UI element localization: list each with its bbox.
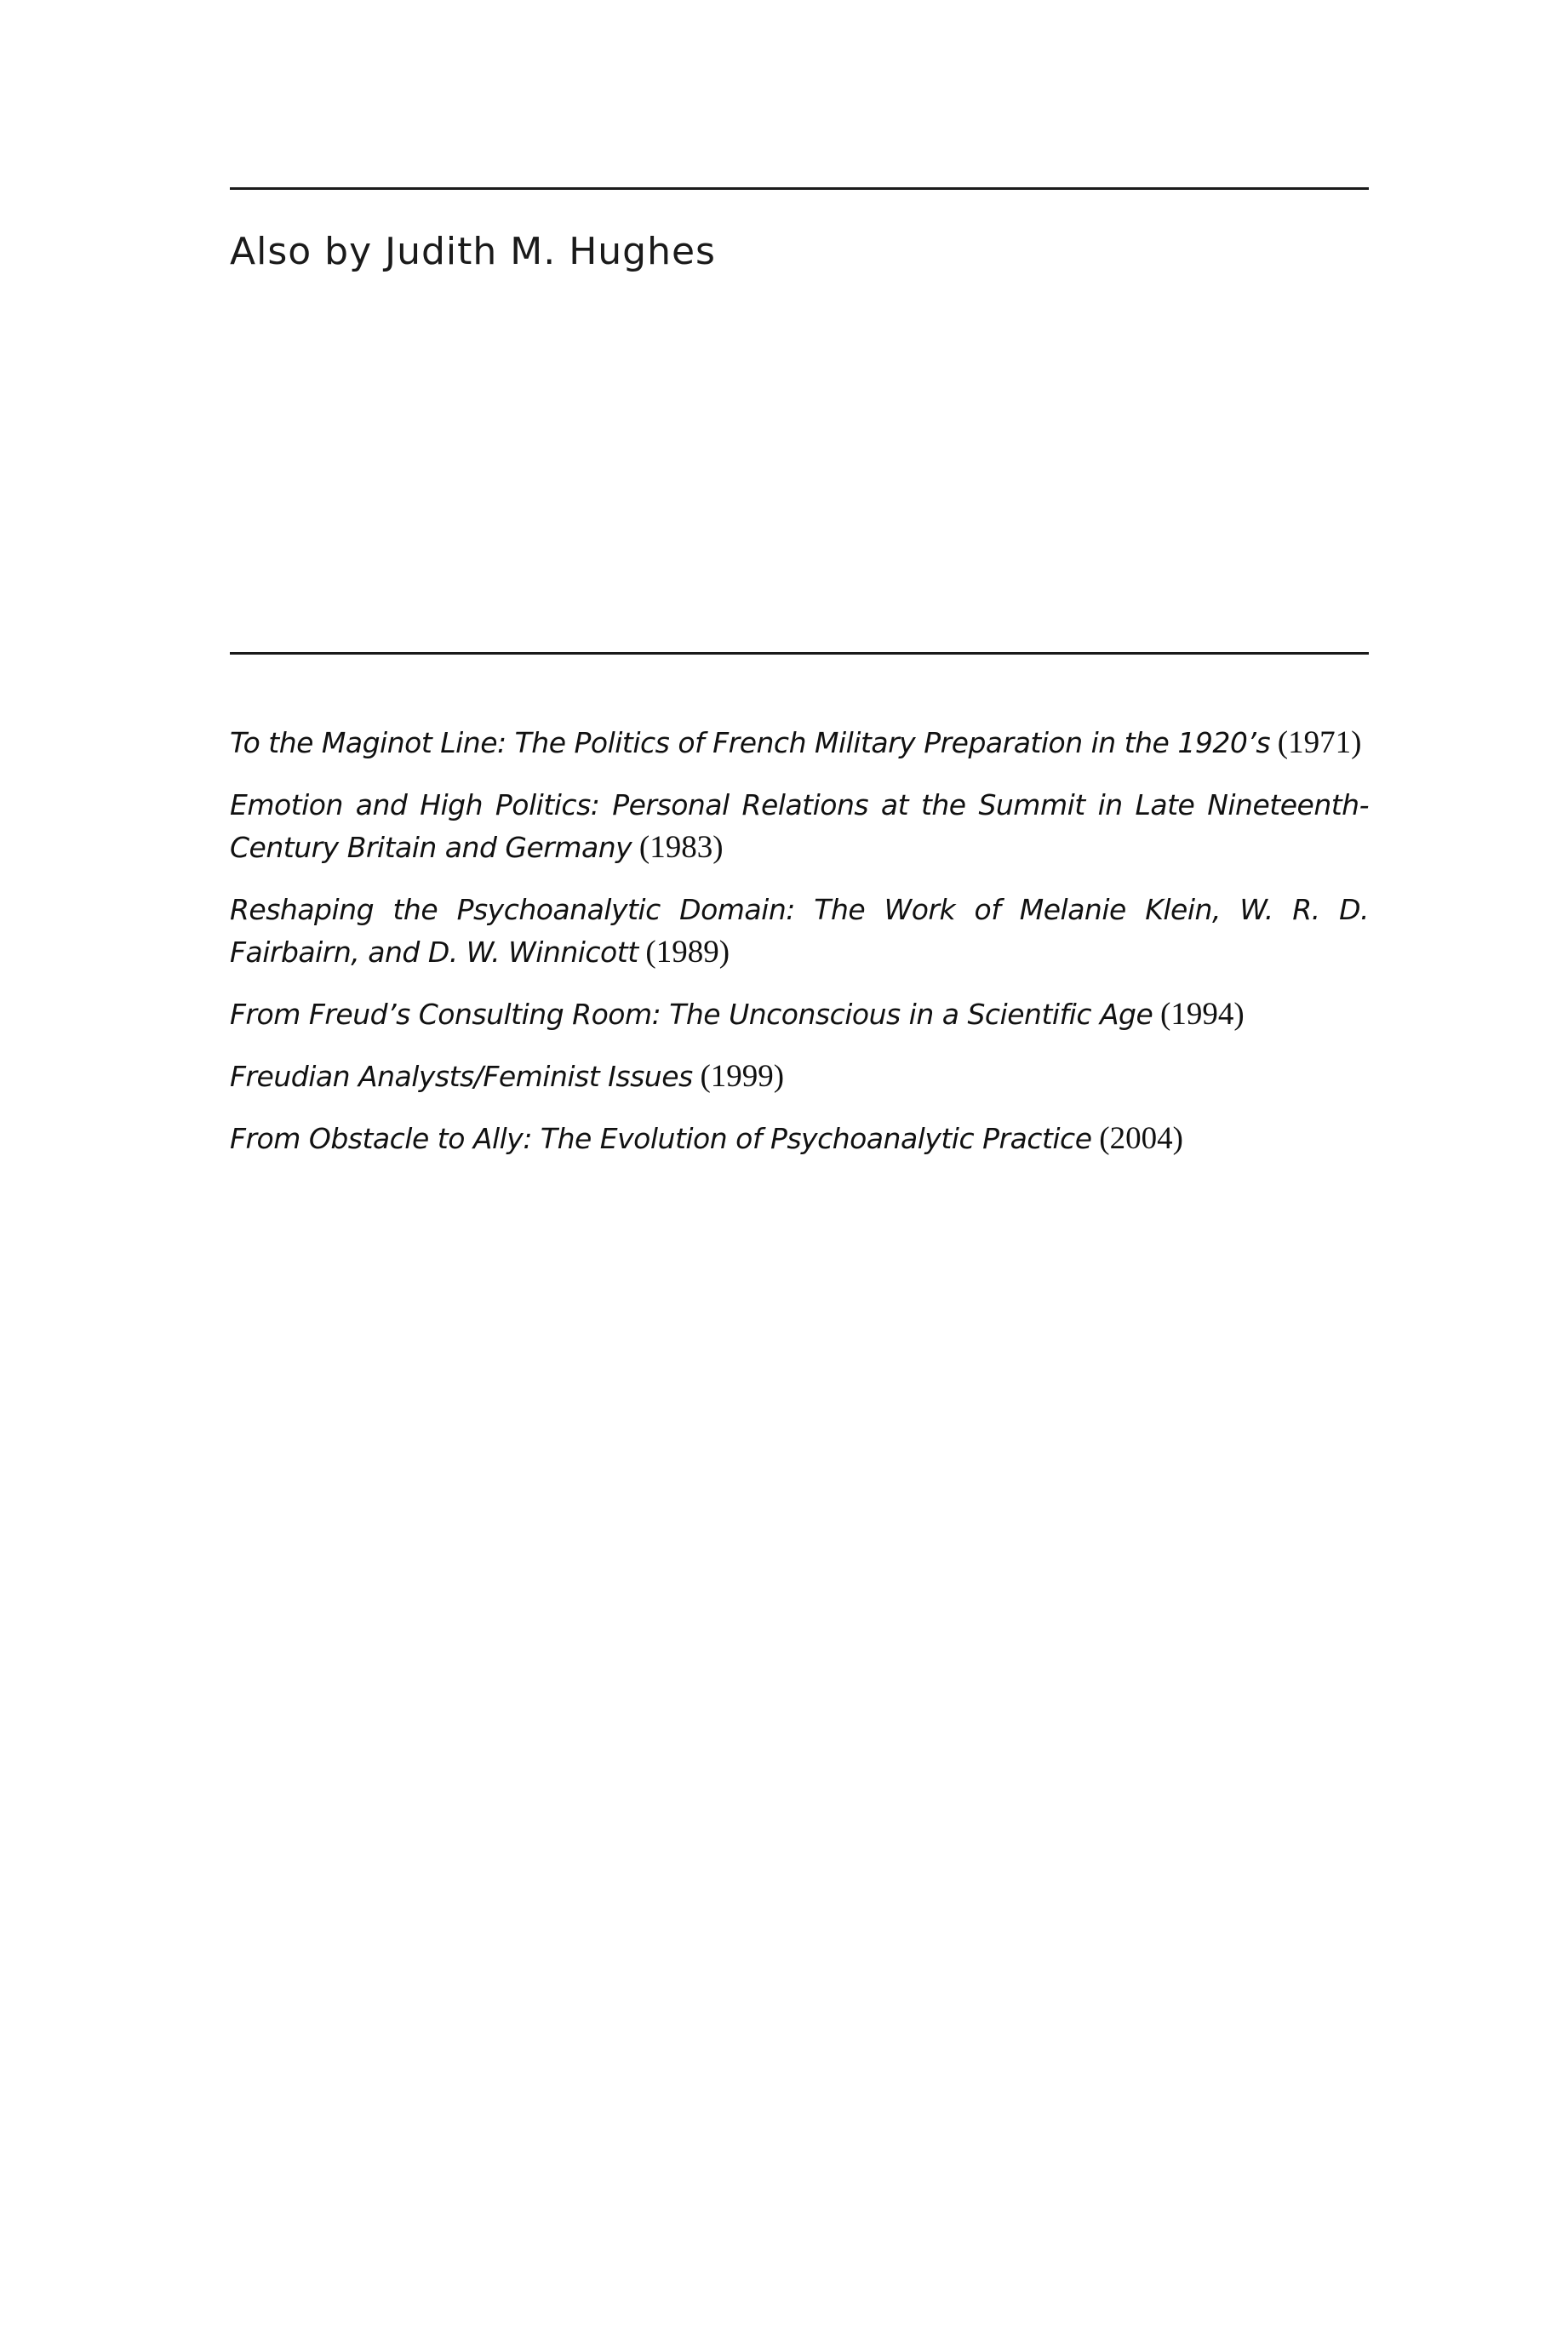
book-year: (1989) <box>645 935 730 970</box>
book-entry <box>230 1056 1369 1098</box>
book-list <box>230 722 1369 1180</box>
book-title: Freudian Analysts/Feminist Issues <box>230 1060 693 1093</box>
page-heading: Also by Judith M. Hughes <box>230 230 716 273</box>
middle-rule <box>230 652 1369 655</box>
book-year: (1983) <box>638 830 724 865</box>
book-entry <box>230 722 1369 764</box>
book-year: (1999) <box>700 1059 785 1094</box>
book-year: (1994) <box>1160 997 1245 1032</box>
book-title: Reshaping the Psychoanalytic Domain: The Work of Melanie Klein, W. R. D. Fairbairn, and D. W. Winnicott <box>230 893 1369 969</box>
book-entry <box>230 784 1369 869</box>
book-title: Emotion and High Politics: Personal Relations at the Summit in Late Nineteenth-Century Britain and Germany <box>230 788 1369 864</box>
book-entry <box>230 1118 1369 1160</box>
book-year: (1971) <box>1277 725 1362 760</box>
book-entry <box>230 889 1369 974</box>
book-title: To the Maginot Line: The Politics of French Military Preparation in the 1920’s <box>230 726 1271 759</box>
book-entry <box>230 993 1369 1036</box>
book-title: From Obstacle to Ally: The Evolution of Psychoanalytic Practice <box>230 1122 1092 1155</box>
book-title: From Freud’s Consulting Room: The Unconscious in a Scientific Age <box>230 998 1153 1031</box>
top-rule <box>230 187 1369 190</box>
book-year: (2004) <box>1099 1121 1183 1156</box>
